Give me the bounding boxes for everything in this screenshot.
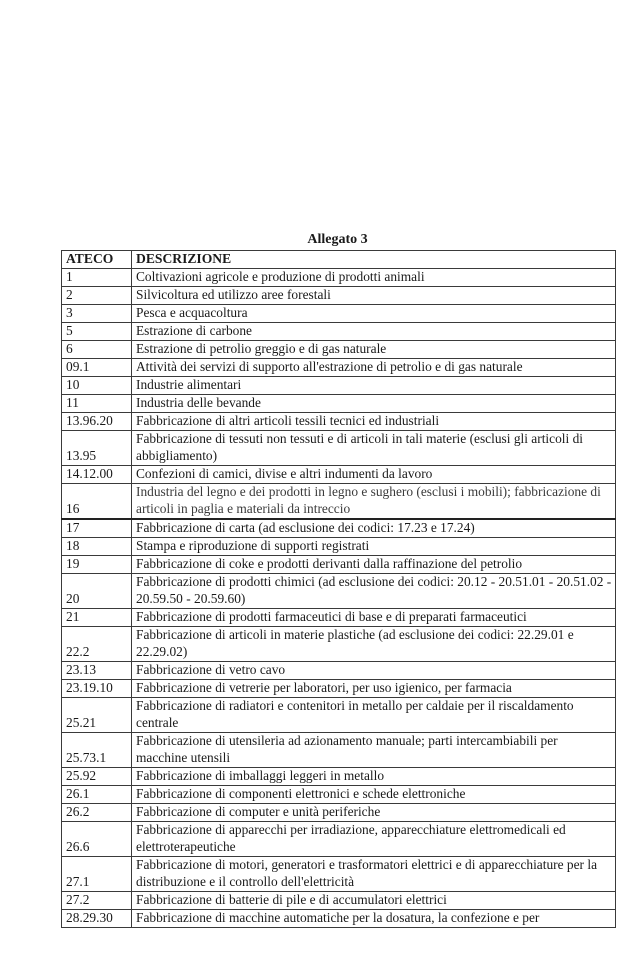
table-row	[62, 556, 616, 574]
ateco-code: 3	[62, 305, 132, 323]
ateco-description: Stampa e riproduzione di supporti registrati	[132, 538, 616, 556]
table-row	[62, 822, 616, 857]
table-row	[62, 574, 616, 609]
ateco-description: Fabbricazione di articoli in materie plastiche (ad esclusione dei codici: 22.29.01 e 22.29.02)	[132, 627, 616, 662]
ateco-description: Fabbricazione di batterie di pile e di accumulatori elettrici	[132, 892, 616, 910]
ateco-description: Coltivazioni agricole e produzione di prodotti animali	[132, 269, 616, 287]
ateco-description: Industrie alimentari	[132, 377, 616, 395]
table-row	[62, 377, 616, 395]
table-row	[62, 698, 616, 733]
ateco-description: Fabbricazione di vetrerie per laboratori, per uso igienico, per farmacia	[132, 680, 616, 698]
ateco-description: Fabbricazione di tessuti non tessuti e di articoli in tali materie (esclusi gli articoli di abbigliamento)	[132, 431, 616, 466]
ateco-description: Silvicoltura ed utilizzo aree forestali	[132, 287, 616, 305]
ateco-description: Attività dei servizi di supporto all'estrazione di petrolio e di gas naturale	[132, 359, 616, 377]
ateco-code: 27.1	[62, 857, 132, 892]
table-row	[62, 484, 616, 520]
table-row	[62, 786, 616, 804]
ateco-code: 21	[62, 609, 132, 627]
ateco-description: Industria delle bevande	[132, 395, 616, 413]
ateco-code: 26.2	[62, 804, 132, 822]
ateco-code: 10	[62, 377, 132, 395]
table-row	[62, 609, 616, 627]
ateco-description: Confezioni di camici, divise e altri indumenti da lavoro	[132, 466, 616, 484]
table-row	[62, 768, 616, 786]
ateco-description: Fabbricazione di prodotti chimici (ad esclusione dei codici: 20.12 - 20.51.01 - 20.51.02 - 20.59.50 - 20.59.60)	[132, 574, 616, 609]
ateco-description: Fabbricazione di vetro cavo	[132, 662, 616, 680]
ateco-code: 23.19.10	[62, 680, 132, 698]
ateco-code: 22.2	[62, 627, 132, 662]
ateco-code: 25.92	[62, 768, 132, 786]
ateco-code: 11	[62, 395, 132, 413]
ateco-code: 09.1	[62, 359, 132, 377]
table-row	[62, 857, 616, 892]
table-row	[62, 627, 616, 662]
ateco-code: 26.1	[62, 786, 132, 804]
table-row	[62, 519, 616, 538]
ateco-table	[61, 250, 616, 928]
ateco-code: 17	[62, 519, 132, 538]
ateco-code: 27.2	[62, 892, 132, 910]
table-row	[62, 733, 616, 768]
ateco-description: Fabbricazione di radiatori e contenitori in metallo per caldaie per il riscaldamento centrale	[132, 698, 616, 733]
table-row	[62, 662, 616, 680]
ateco-code: 25.21	[62, 698, 132, 733]
ateco-description: Fabbricazione di computer e unità periferiche	[132, 804, 616, 822]
table-row	[62, 892, 616, 910]
table-row	[62, 413, 616, 431]
table-row	[62, 359, 616, 377]
column-header-descrizione: DESCRIZIONE	[132, 251, 616, 269]
table-row	[62, 395, 616, 413]
ateco-code: 6	[62, 341, 132, 359]
ateco-description: Fabbricazione di altri articoli tessili tecnici ed industriali	[132, 413, 616, 431]
table-row	[62, 323, 616, 341]
table-row	[62, 910, 616, 928]
ateco-description: Pesca e acquacoltura	[132, 305, 616, 323]
page-title: Allegato 3	[307, 232, 368, 247]
table-row	[62, 269, 616, 287]
ateco-description: Fabbricazione di componenti elettronici e schede elettroniche	[132, 786, 616, 804]
ateco-code: 18	[62, 538, 132, 556]
table-row	[62, 538, 616, 556]
ateco-code: 1	[62, 269, 132, 287]
ateco-code: 23.13	[62, 662, 132, 680]
table-row	[62, 287, 616, 305]
ateco-description: Fabbricazione di prodotti farmaceutici di base e di preparati farmaceutici	[132, 609, 616, 627]
ateco-description: Industria del legno e dei prodotti in legno e sughero (esclusi i mobili); fabbricazione di articoli in paglia e materiali da intreccio	[132, 484, 616, 520]
column-header-ateco: ATECO	[62, 251, 132, 269]
ateco-code: 14.12.00	[62, 466, 132, 484]
ateco-description: Fabbricazione di macchine automatiche per la dosatura, la confezione e per	[132, 910, 616, 928]
table-row	[62, 466, 616, 484]
ateco-code: 13.95	[62, 431, 132, 466]
ateco-code: 26.6	[62, 822, 132, 857]
table-row	[62, 305, 616, 323]
ateco-description: Estrazione di carbone	[132, 323, 616, 341]
table-header-row	[62, 251, 616, 269]
ateco-code: 25.73.1	[62, 733, 132, 768]
table-row	[62, 341, 616, 359]
ateco-description: Fabbricazione di utensileria ad azionamento manuale; parti intercambiabili per macchine utensili	[132, 733, 616, 768]
ateco-code: 20	[62, 574, 132, 609]
ateco-description: Estrazione di petrolio greggio e di gas naturale	[132, 341, 616, 359]
ateco-code: 19	[62, 556, 132, 574]
ateco-description: Fabbricazione di imballaggi leggeri in metallo	[132, 768, 616, 786]
table-row	[62, 680, 616, 698]
table-row	[62, 804, 616, 822]
ateco-description: Fabbricazione di motori, generatori e trasformatori elettrici e di apparecchiature per la distribuzione e il controllo dell'elettricità	[132, 857, 616, 892]
ateco-description: Fabbricazione di carta (ad esclusione dei codici: 17.23 e 17.24)	[132, 519, 616, 538]
ateco-description: Fabbricazione di apparecchi per irradiazione, apparecchiature elettromedicali ed elettroterapeutiche	[132, 822, 616, 857]
ateco-code: 5	[62, 323, 132, 341]
table-row	[62, 431, 616, 466]
ateco-description: Fabbricazione di coke e prodotti derivanti dalla raffinazione del petrolio	[132, 556, 616, 574]
ateco-code: 28.29.30	[62, 910, 132, 928]
ateco-code: 13.96.20	[62, 413, 132, 431]
ateco-code: 2	[62, 287, 132, 305]
ateco-code: 16	[62, 484, 132, 520]
